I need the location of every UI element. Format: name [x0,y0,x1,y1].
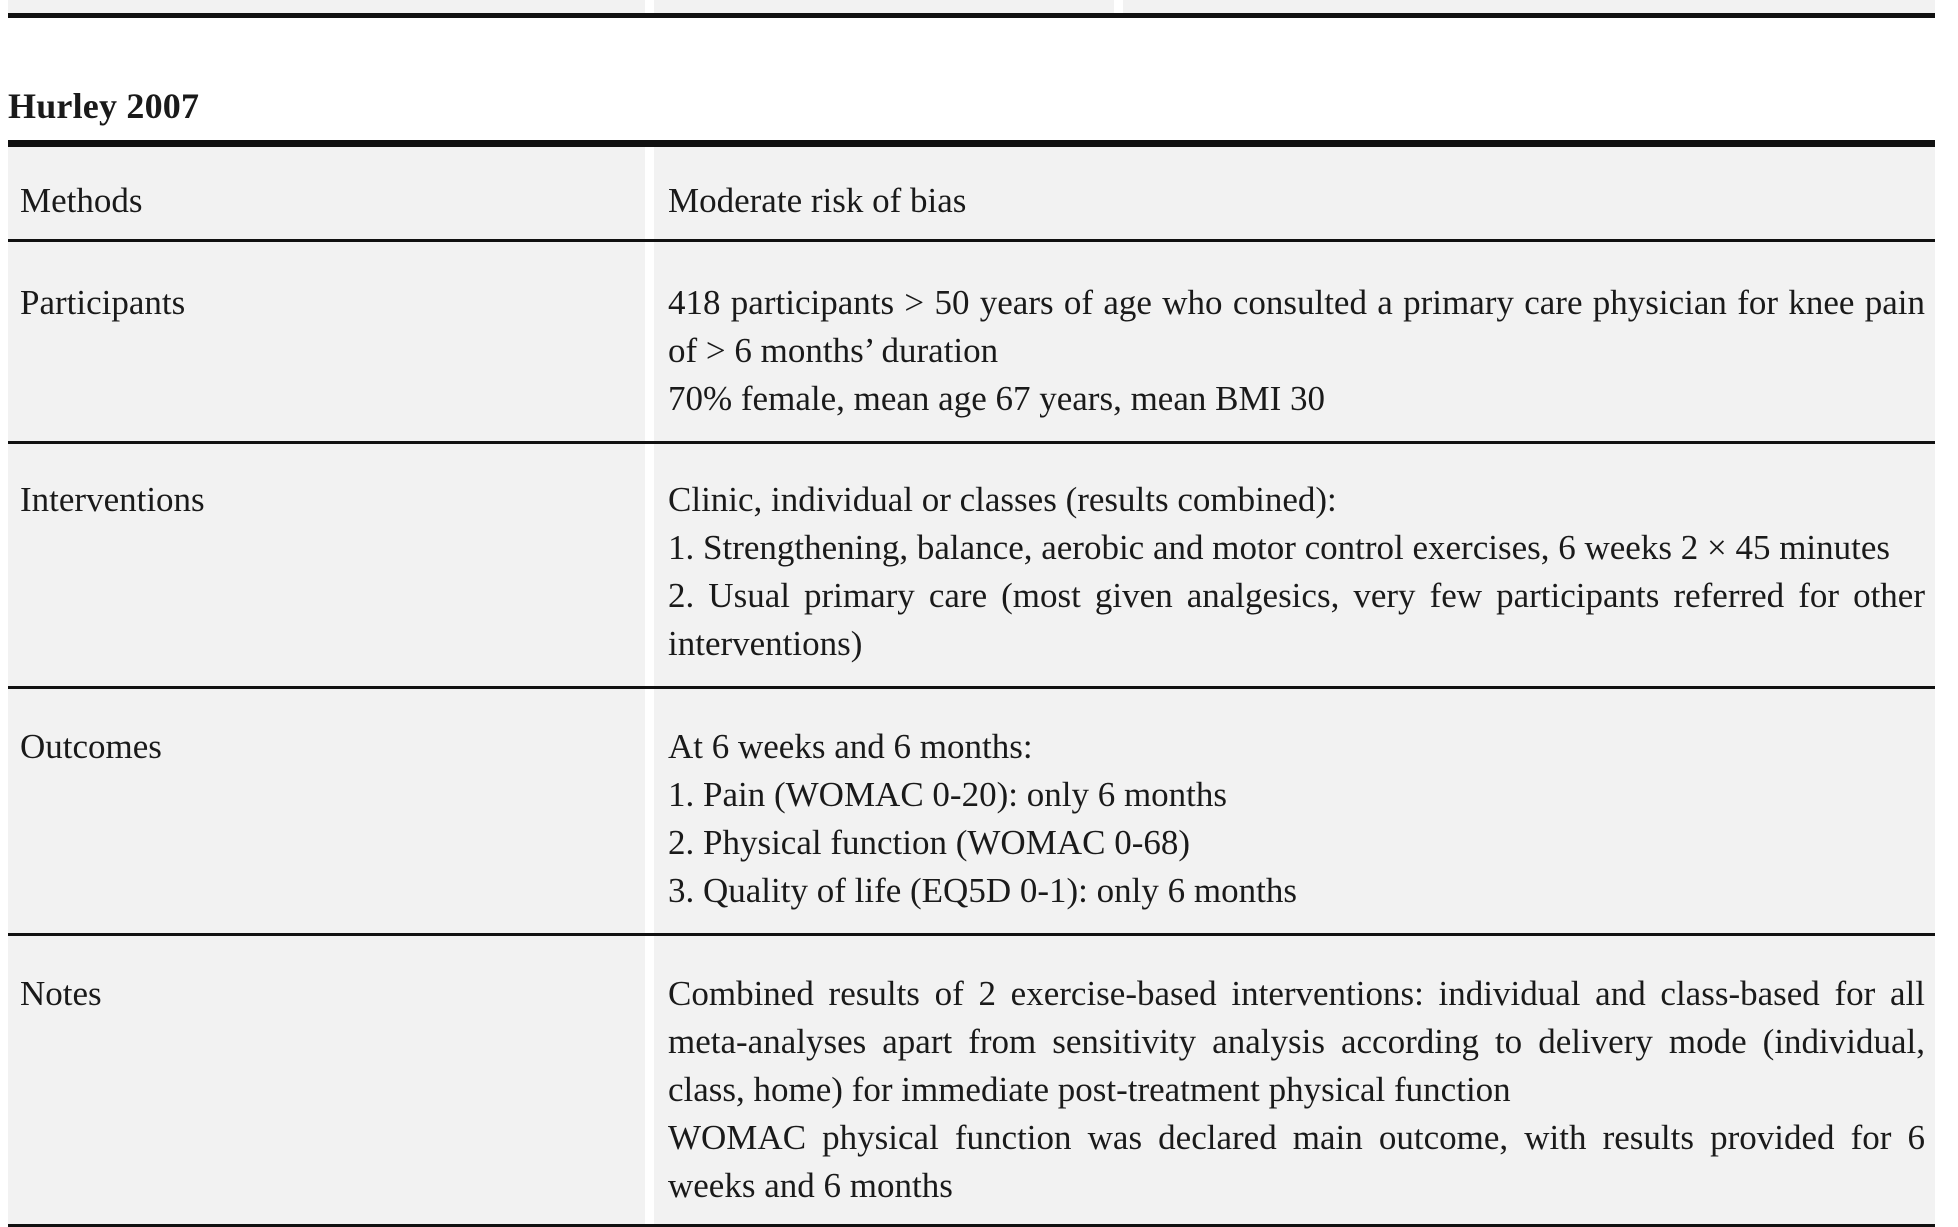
row-label-outcomes: Outcomes [8,689,645,933]
row-label-interventions: Interventions [8,444,645,686]
row-label-participants: Participants [8,242,645,441]
characteristics-table [8,140,1935,1227]
column-gap [645,0,654,13]
value-line: 70% female, mean age 67 years, mean BMI 30 [668,379,1325,418]
previous-table-cell [654,0,1114,13]
study-title: Hurley 2007 [8,86,200,126]
value-line: Moderate risk of bias [668,181,967,220]
table-row-methods [8,147,1935,239]
value-line: 2. Usual primary care (most given analgesics, very few participants referred for other interventions) [668,576,1925,663]
row-value-participants [654,242,1935,441]
table-row-notes [8,933,1935,1224]
value-line: 3. Quality of life (EQ5D 0-1): only 6 months [668,871,1297,910]
row-label-notes: Notes [8,936,645,1224]
row-value-notes [654,936,1935,1224]
value-line: At 6 weeks and 6 months: [668,727,1033,766]
row-value-outcomes [654,689,1935,933]
row-value-interventions [654,444,1935,686]
value-line: WOMAC physical function was declared main outcome, with results provided for 6 weeks and 6 months [668,1118,1925,1205]
column-gap [1114,0,1123,13]
table-row-interventions [8,441,1935,686]
table-row-outcomes [8,686,1935,933]
value-line: 1. Strengthening, balance, aerobic and motor control exercises, 6 weeks 2 × 45 minutes [668,528,1891,567]
value-line: 2. Physical function (WOMAC 0-68) [668,823,1191,862]
row-label-methods: Methods [8,147,645,239]
previous-table-bottom [8,0,1935,18]
row-value-methods [654,147,1935,239]
value-line: Combined results of 2 exercise-based interventions: individual and class-based for all meta-analyses apart from sensitivity analysis according to delivery mode (individual, class, home) for immediate post-treatment physical function [668,974,1925,1109]
value-line: 418 participants > 50 years of age who consulted a primary care physician for knee pain of > 6 months’ duration [668,283,1925,370]
previous-table-cell [1123,0,1935,13]
value-line: 1. Pain (WOMAC 0-20): only 6 months [668,775,1228,814]
previous-table-cell [8,0,645,13]
value-line: Clinic, individual or classes (results combined): [668,480,1337,519]
table-row-participants [8,239,1935,441]
